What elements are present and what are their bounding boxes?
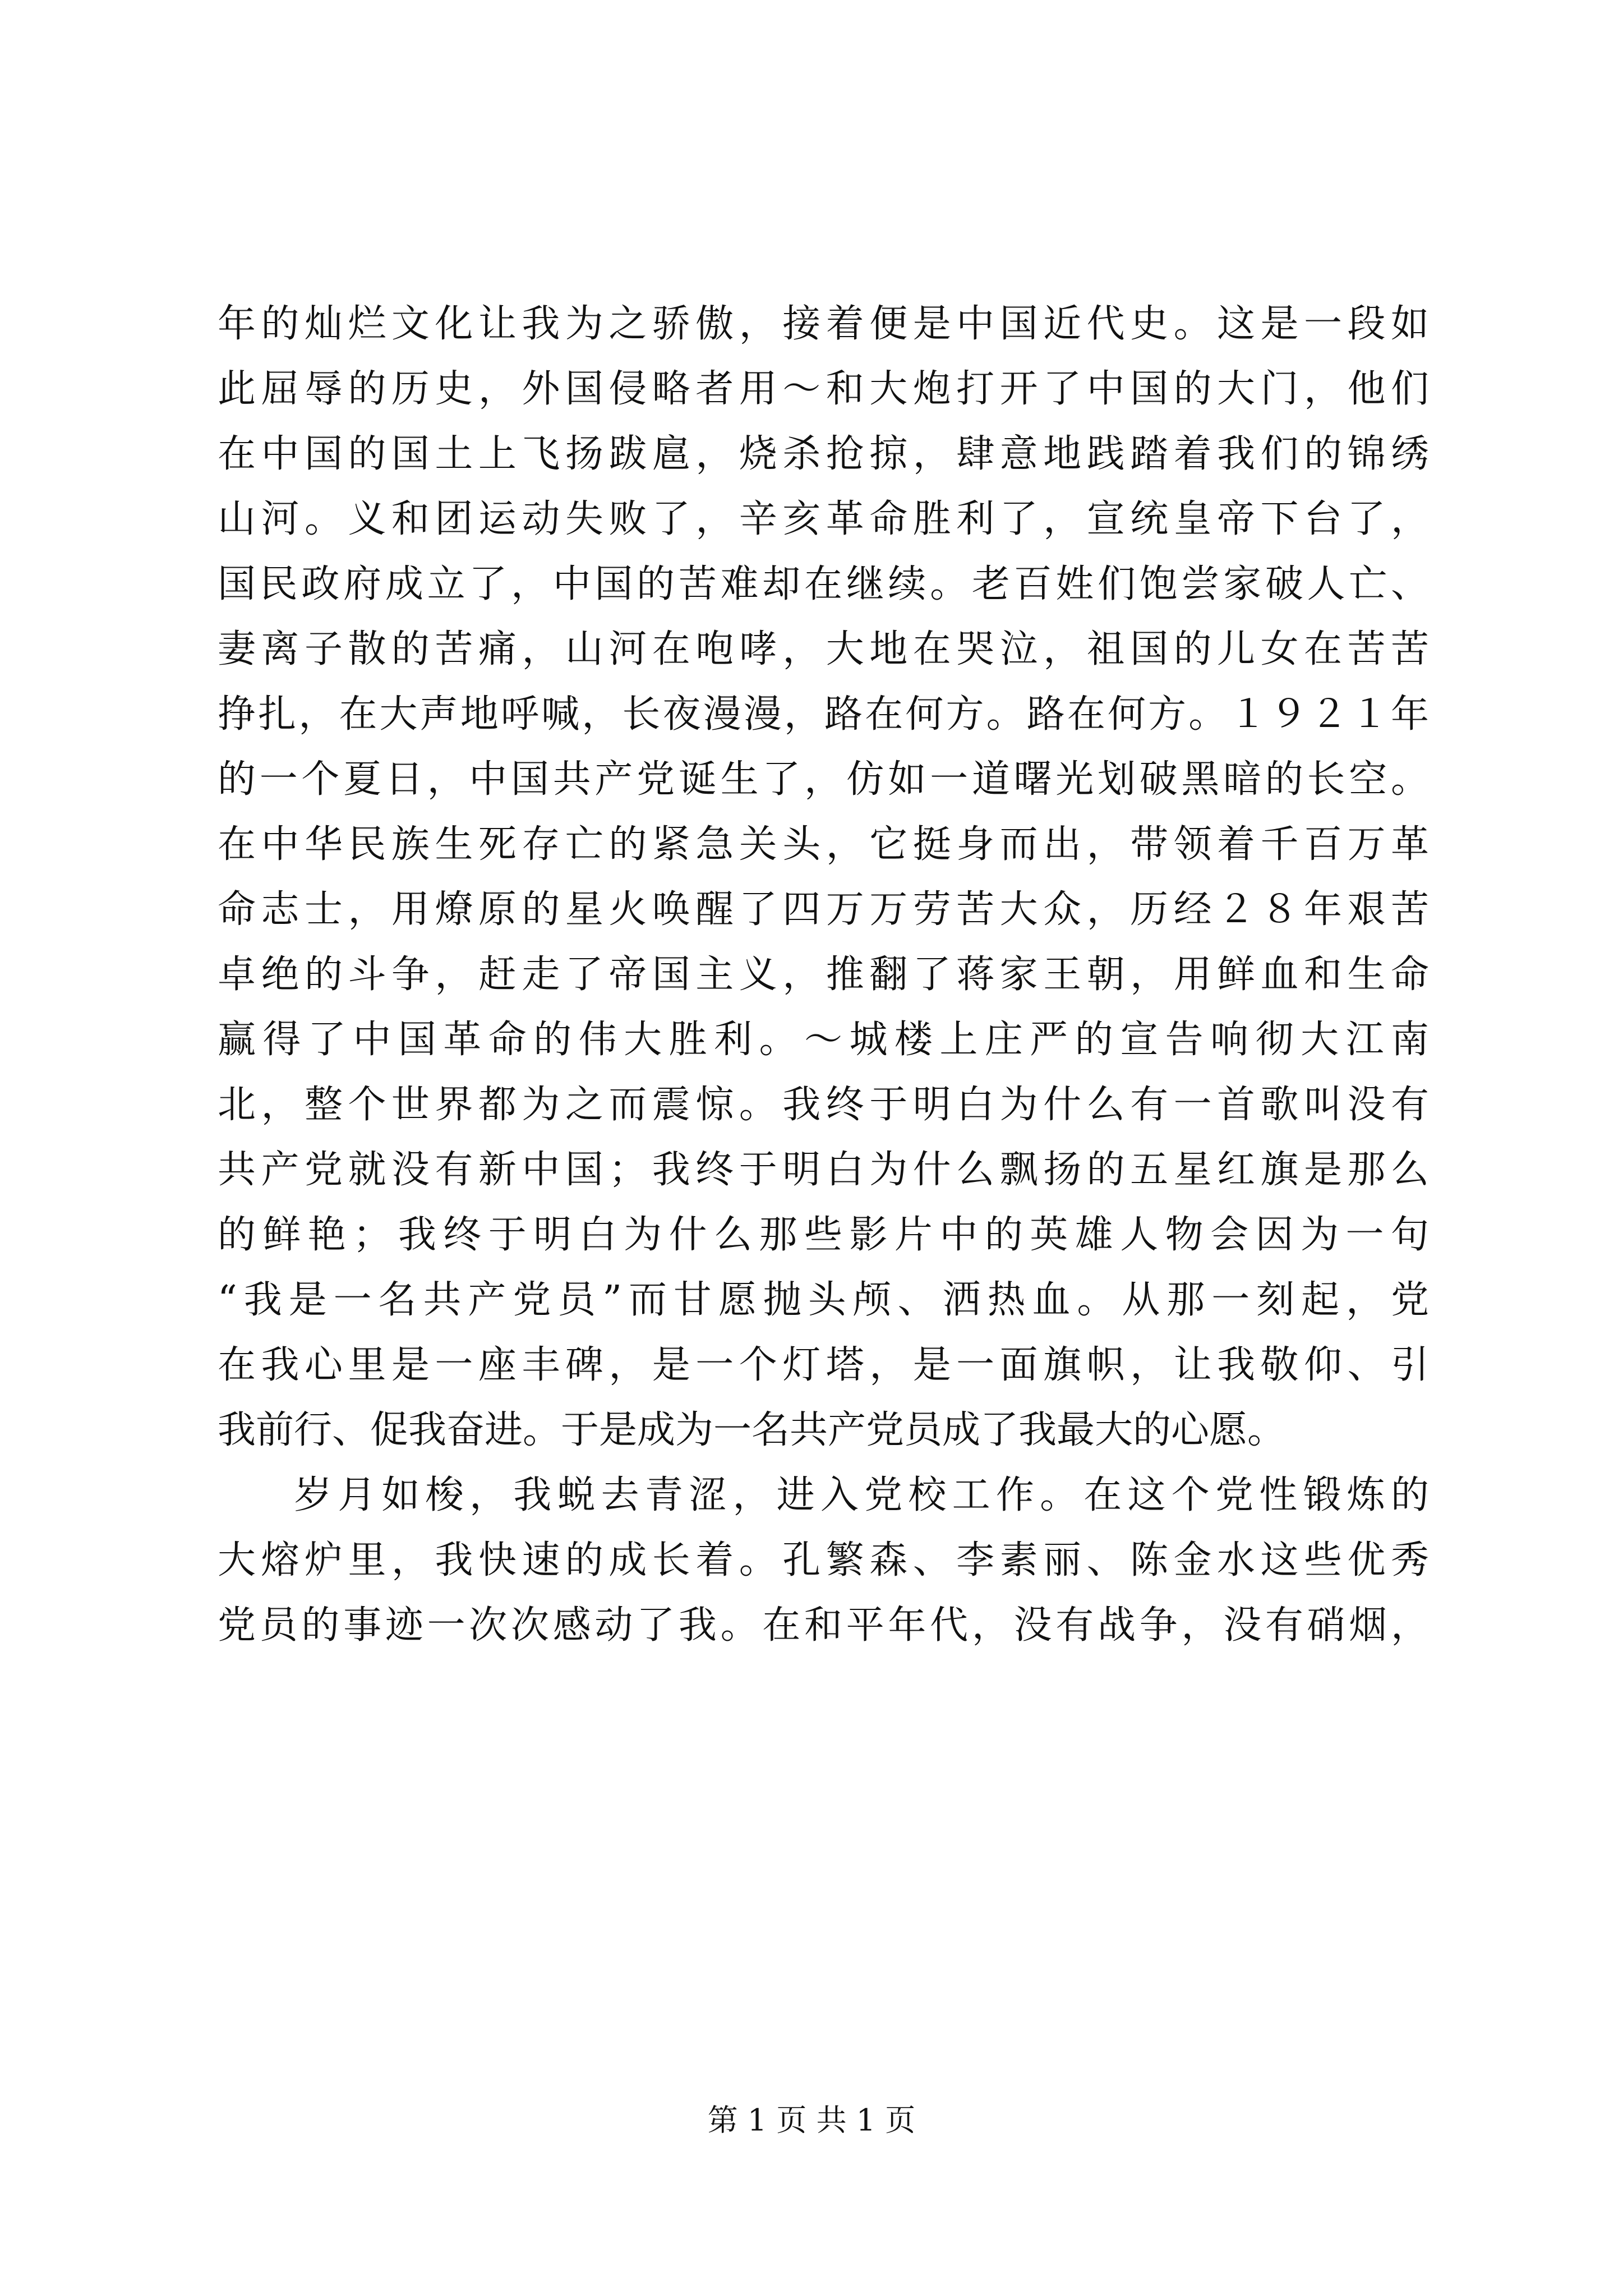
text-line: 年的灿烂文化让我为之骄傲，接着便是中国近代史。这是一段如 (218, 302, 1429, 346)
text-line: 在中华民族生死存亡的紧急关头，它挺身而出，带领着千百万革 (218, 822, 1429, 867)
text-line: 卓绝的斗争，赶走了帝国主义，推翻了蒋家王朝，用鲜血和生命 (218, 953, 1429, 997)
text-line: 山河。义和团运动失败了，辛亥革命胜利了，宣统皇帝下台了， (218, 497, 1429, 541)
text-line: 挣扎，在大声地呼喊，长夜漫漫，路在何方。路在何方。１９２１年 (218, 692, 1429, 737)
text-line: 大熔炉里，我快速的成长着。孔繁森、李素丽、陈金水这些优秀 (218, 1538, 1429, 1582)
text-line: 党员的事迹一次次感动了我。在和平年代，没有战争，没有硝烟， (218, 1603, 1429, 1648)
text-line: 命志士，用燎原的星火唤醒了四万万劳苦大众，历经２８年艰苦 (218, 887, 1429, 932)
document-body (218, 292, 1429, 1658)
text-line: 此屈辱的历史，外国侵略者用～和大炮打开了中国的大门，他们 (218, 367, 1429, 411)
text-line: 妻离子散的苦痛，山河在咆哮，大地在哭泣，祖国的儿女在苦苦 (218, 627, 1429, 671)
text-line: “我是一名共产党员”而甘愿抛头颅、洒热血。从那一刻起，党 (218, 1278, 1429, 1322)
page-number-label: 第 1 页 共 1 页 (707, 2102, 916, 2138)
paragraph-2 (218, 1463, 1429, 1658)
text-line: 岁月如梭，我蜕去青涩，进入党校工作。在这个党性锻炼的 (294, 1473, 1429, 1517)
text-line: 的一个夏日，中国共产党诞生了，仿如一道曙光划破黑暗的长空。 (218, 757, 1429, 802)
paragraph-1 (218, 292, 1429, 1463)
page-footer (0, 2101, 1623, 2140)
text-line: 国民政府成立了，中国的苦难却在继续。老百姓们饱尝家破人亡、 (218, 562, 1429, 606)
text-line: 北，整个世界都为之而震惊。我终于明白为什么有一首歌叫没有 (218, 1083, 1429, 1127)
text-line: 共产党就没有新中国；我终于明白为什么飘扬的五星红旗是那么 (218, 1148, 1429, 1192)
text-line: 在我心里是一座丰碑，是一个灯塔，是一面旗帜，让我敬仰、引 (218, 1343, 1429, 1387)
text-line: 赢得了中国革命的伟大胜利。～城楼上庄严的宣告响彻大江南 (218, 1018, 1429, 1062)
text-line: 在中国的国土上飞扬跋扈，烧杀抢掠，肆意地践踏着我们的锦绣 (218, 432, 1429, 476)
text-line: 的鲜艳；我终于明白为什么那些影片中的英雄人物会因为一句 (218, 1213, 1429, 1257)
text-line: 我前行、促我奋进。于是成为一名共产党员成了我最大的心愿。 (218, 1408, 1286, 1452)
